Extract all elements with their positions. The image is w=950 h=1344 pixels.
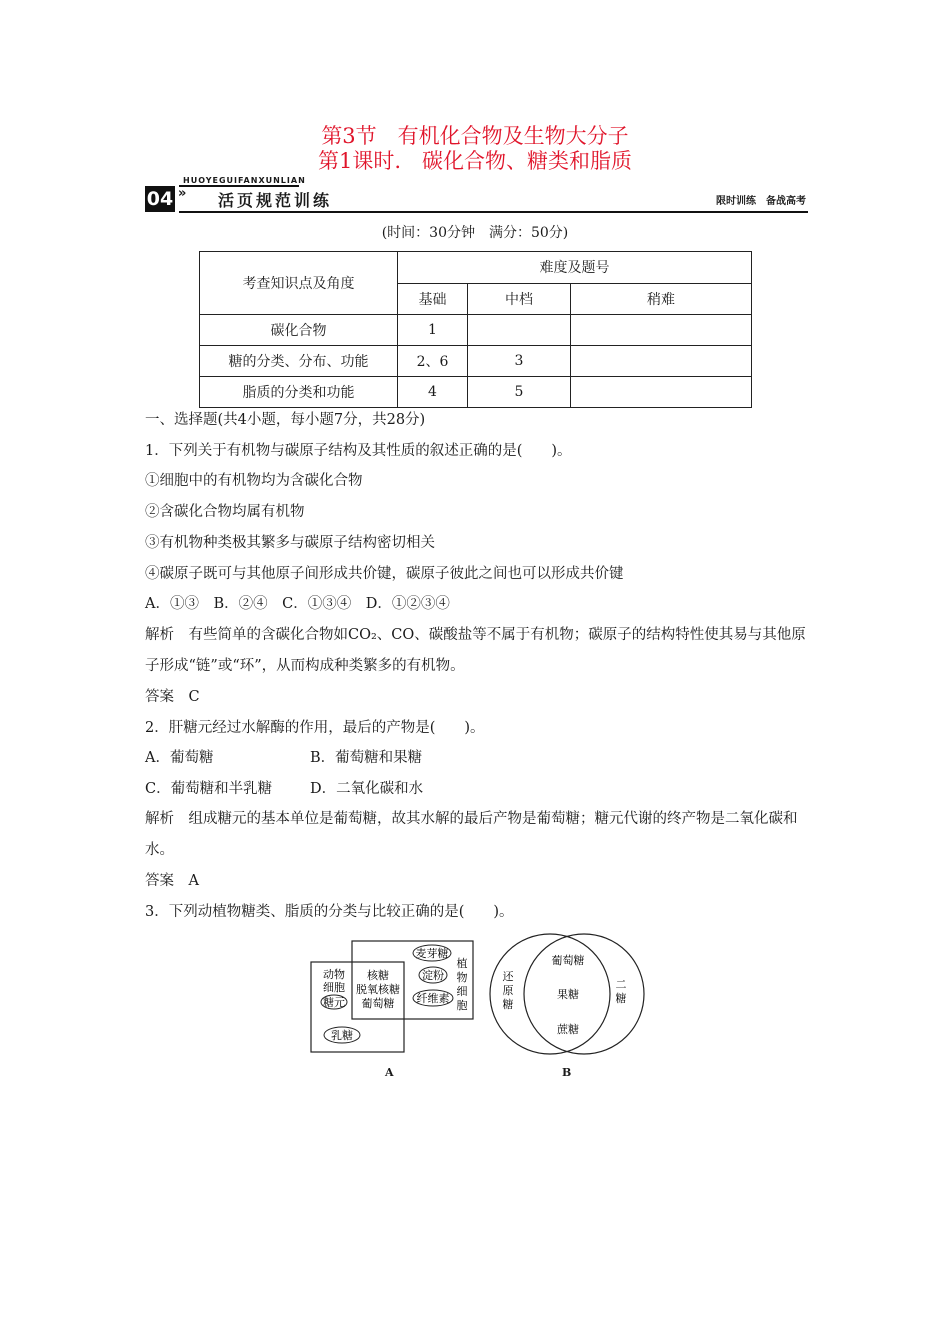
difficulty-header: 难度及题号: [398, 252, 752, 284]
banner-number: 04: [146, 188, 174, 210]
table-row: [200, 377, 752, 408]
row-basic: 1: [398, 315, 468, 346]
figure-a-label: A: [385, 1066, 394, 1079]
q2-stem: 2．肝糖元经过水解酶的作用，最后的产物是( )。: [145, 720, 485, 736]
q2-option-b: B．葡萄糖和果糖: [310, 750, 423, 766]
banner-name: 活页规范训练: [218, 191, 333, 210]
maltose-label: 麦芽糖: [415, 947, 449, 960]
banner-slogan: 限时训练 备战高考: [716, 196, 806, 207]
q2-option-d: D．二氧化碳和水: [310, 781, 424, 797]
shared-sugar: 脱氧核糖: [356, 983, 400, 996]
fructose-label: 果糖: [557, 988, 579, 1001]
disaccharide-label: 糖: [615, 992, 627, 1005]
row-topic: 脂质的分类和功能: [200, 377, 398, 408]
disaccharide-label: 二: [615, 978, 627, 991]
difficulty-table: [199, 251, 752, 408]
animal-cell-label: 细胞: [323, 981, 345, 994]
lactose-label: 乳糖: [331, 1029, 353, 1042]
reducing-sugar-label: 还: [502, 970, 514, 983]
level-basic: 基础: [398, 283, 468, 315]
q2-option-a: A．葡萄糖: [145, 750, 214, 766]
reducing-sugar-label: 糖: [502, 998, 514, 1011]
animal-cell-label: 动物: [323, 968, 345, 981]
plant-cell-label: 物: [456, 971, 468, 984]
q1-statement-2: ②含碳化合物均属有机物: [145, 504, 305, 520]
banner-pinyin: HUOYEGUIFANXUNLIAN: [183, 176, 306, 185]
q1-options: A．①③ B．②④ C．①③④ D．①②③④: [145, 596, 450, 612]
row-medium: [468, 315, 571, 346]
level-medium: 中档: [468, 283, 571, 315]
row-hard: [571, 346, 752, 377]
row-hard: [571, 377, 752, 408]
row-topic: 碳化合物: [200, 315, 398, 346]
section-title: 第3节 有机化合物及生物大分子: [321, 124, 629, 148]
plant-cell-label: 胞: [456, 999, 468, 1012]
q1-stem: 1．下列关于有机物与碳原子结构及其性质的叙述正确的是( )。: [145, 443, 572, 459]
shared-sugar: 葡萄糖: [361, 997, 395, 1010]
figure-a-diagram: [310, 940, 485, 1055]
practice-banner: [143, 175, 808, 215]
figure-b-diagram: [488, 932, 648, 1057]
banner-top-rule: [179, 185, 299, 187]
q1-answer: 答案 C: [145, 689, 200, 705]
q1-statement-3: ③有机物种类极其繁多与碳原子结构密切相关: [145, 535, 435, 551]
glucose-label: 葡萄糖: [551, 954, 585, 967]
shared-sugar: 核糖: [367, 969, 389, 982]
row-medium: 3: [468, 346, 571, 377]
plant-cell-label: 细: [456, 985, 468, 998]
banner-bottom-rule: [179, 211, 808, 213]
cellulose-label: 纤维素: [416, 992, 450, 1005]
row-basic: 4: [398, 377, 468, 408]
row-topic: 糖的分类、分布、功能: [200, 346, 398, 377]
figure-b-label: B: [562, 1066, 572, 1079]
section-heading: 一、选择题(共4小题，每小题7分，共28分): [145, 412, 426, 428]
q2-analysis: 解析 组成糖元的基本单位是葡萄糖，故其水解的最后产物是葡萄糖；糖元代谢的终产物是二氧化碳和水。: [145, 811, 798, 858]
row-basic: 2、6: [398, 346, 468, 377]
plant-cell-label: 植: [456, 957, 468, 970]
time-info: (时间：30分钟 满分：50分): [381, 225, 569, 241]
q2-answer: 答案 A: [145, 873, 199, 889]
glycogen-label: 糖元: [323, 996, 345, 1009]
starch-label: 淀粉: [422, 969, 444, 982]
lesson-title: 第1课时. 碳化合物、糖类和脂质: [317, 149, 633, 173]
q1-statement-1: ①细胞中的有机物均为含碳化合物: [145, 473, 363, 489]
q1-statement-4: ④碳原子既可与其他原子间形成共价键，碳原子彼此之间也可以形成共价键: [145, 566, 624, 582]
reducing-sugar-label: 原: [502, 984, 514, 997]
q2-option-c: C．葡萄糖和半乳糖: [145, 781, 273, 797]
table-row: [200, 315, 752, 346]
row-hard: [571, 315, 752, 346]
q1-analysis: 解析 有些简单的含碳化合物如CO₂、CO、碳酸盐等不属于有机物；碳原子的结构特性使其易与其他原子形成“链”或“环”，从而构成种类繁多的有机物。: [145, 627, 806, 674]
table-row: [200, 346, 752, 377]
q3-stem: 3．下列动植物糖类、脂质的分类与比较正确的是( )。: [145, 904, 514, 920]
level-hard: 稍难: [571, 283, 752, 315]
table-corner: 考查知识点及角度: [200, 252, 398, 315]
row-medium: 5: [468, 377, 571, 408]
banner-arrow-icon: »: [178, 186, 187, 201]
sucrose-label: 蔗糖: [557, 1023, 579, 1036]
